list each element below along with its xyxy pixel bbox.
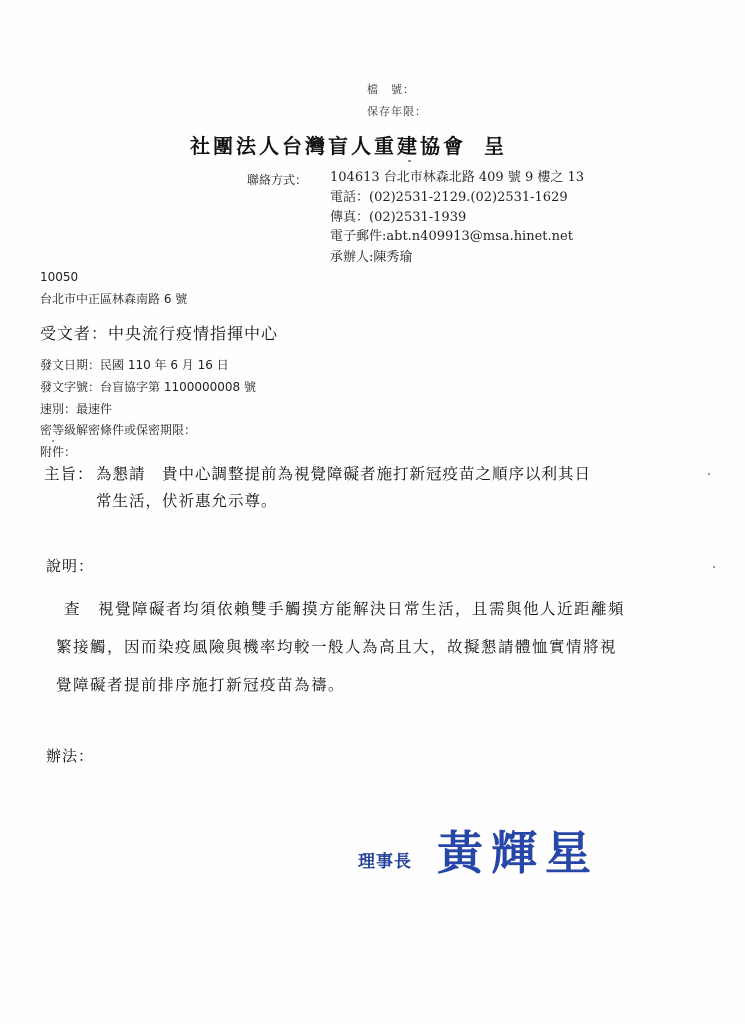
issue-date: 發文日期：民國 110 年 6 月 16 日 [40,358,229,372]
retention-period-label: 保存年限： [367,105,427,118]
subject-text-1: 為懇請 貴中心調整提前為視覺障礙者施打新冠疫苗之順序以利其日 [96,465,592,483]
signer-name-stamp: 黃輝星 [437,826,599,880]
contact-method-label: 聯絡方式： [247,173,308,187]
delivery-speed: 速別：最速件 [40,402,113,416]
contact-telephone: 電話：(02)2531-2129.(02)2531-1629 [330,190,568,205]
receiver-zip-code: 10050 [40,270,79,284]
document-number: 發文字號：台盲協字第 1100000008 號 [40,380,256,394]
scan-speck [713,566,715,568]
present-mark: 呈 [484,134,507,158]
recipient-line: 受文者：中央流行疫情指揮中心 [40,324,279,343]
explanation-heading: 說明： [46,557,95,575]
contact-address: 104613 台北市林森北路 409 號 9 樓之 13 [330,170,585,185]
scan-speck [708,473,710,475]
explanation-line-2: 繁接觸，因而染疫風險與機率均較一般人為高且大，故擬懇請體恤實情將視 [56,638,618,656]
subject-line-1 [44,461,704,488]
organization-name: 社團法人台灣盲人重建協會 [190,134,466,158]
receiver-address: 台北市中正區林森南路 6 號 [40,292,188,306]
contact-email: 電子郵件:abt.n409913@msa.hinet.net [330,229,573,244]
file-number-label: 檔 號： [367,83,415,96]
scan-speck [52,440,54,442]
contact-fax: 傳真：(02)2531-1939 [330,210,467,225]
explanation-line-1: 查 視覺障礙者均須依賴雙手觸摸方能解決日常生活，且需與他人近距離頻 [64,600,626,618]
contact-handler: 承辦人:陳秀瑜 [330,250,413,265]
subject-line-2: 常生活，伏祈惠允示尊。 [96,492,278,510]
explanation-body [56,590,720,704]
subject-section [44,461,704,515]
signer-title: 理事長 [358,852,412,872]
explanation-line-3: 覺障礙者提前排序施打新冠疫苗為禱。 [56,676,346,694]
attachments: 附件： [40,445,77,459]
subject-label: 主旨： [44,465,94,483]
organization-title [190,130,507,159]
secrecy-level: 密等級解密條件或保密期限： [40,423,197,437]
scan-speck [408,160,411,162]
method-heading: 辦法： [46,747,95,765]
